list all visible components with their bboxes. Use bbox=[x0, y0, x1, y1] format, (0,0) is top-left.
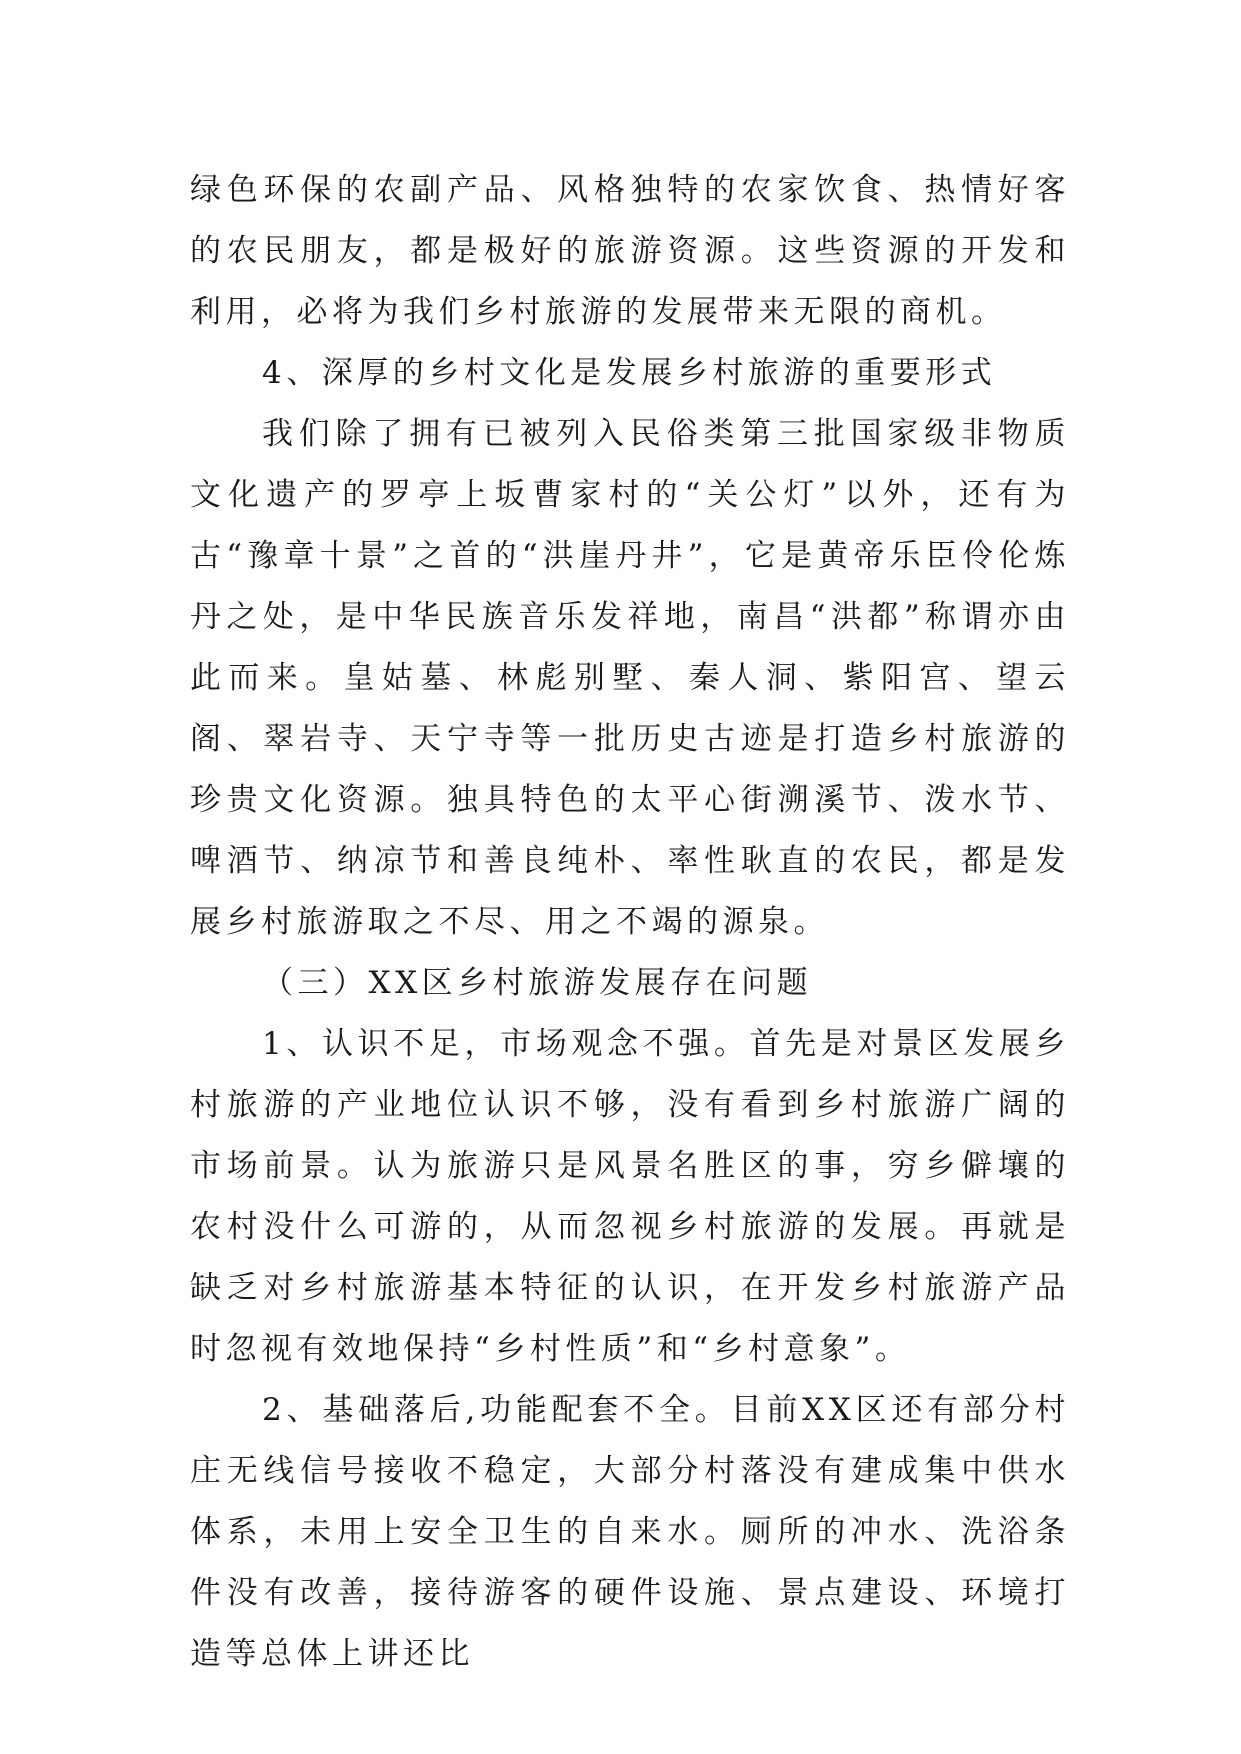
paragraph-backward-infrastructure: 2、基础落后,功能配套不全。目前XX区还有部分村庄无线信号接收不稳定，大部分村落没有建成集中供水体系，未用上安全卫生的自来水。厕所的冲水、洗浴条件没有改善，接待游客的硬件设施、景点建设、环境打造等总体上讲还比 bbox=[190, 1392, 1070, 1672]
document-body bbox=[190, 160, 1070, 1685]
paragraph-insufficient-awareness: 1、认识不足，市场观念不强。首先是对景区发展乡村旅游的产业地位认识不够，没有看到乡村旅游广阔的市场前景。认为旅游只是风景名胜区的事，穷乡僻壤的农村没什么可游的，从而忽视乡村旅游的发展。再就是缺乏对乡村旅游基本特征的认识，在开发乡村旅游产品时忽视有效地保持“乡村性质”和“乡村意象”。 bbox=[190, 1026, 1070, 1367]
heading-existing-problems: （三）XX区乡村旅游发展存在问题 bbox=[262, 965, 813, 1001]
heading-rural-culture: 4、深厚的乡村文化是发展乡村旅游的重要形式 bbox=[262, 355, 997, 391]
paragraph-cultural-heritage: 我们除了拥有已被列入民俗类第三批国家级非物质文化遗产的罗亭上坂曹家村的“关公灯”以外，还有为古“豫章十景”之首的“洪崖丹井”，它是黄帝乐臣伶伦炼丹之处，是中华民族音乐发祥地，南昌“洪都”称谓亦由此而来。皇姑墓、林彪别墅、秦人洞、紫阳宫、望云阁、翠岩寺、天宁寺等一批历史古迹是打造乡村旅游的珍贵文化资源。独具特色的太平心街溯溪节、泼水节、啤酒节、纳凉节和善良纯朴、率性耿直的农民，都是发展乡村旅游取之不尽、用之不竭的源泉。 bbox=[190, 416, 1070, 940]
paragraph-resources-continued: 绿色环保的农副产品、风格独特的农家饮食、热情好客的农民朋友，都是极好的旅游资源。这些资源的开发和利用，必将为我们乡村旅游的发展带来无限的商机。 bbox=[190, 172, 1070, 330]
